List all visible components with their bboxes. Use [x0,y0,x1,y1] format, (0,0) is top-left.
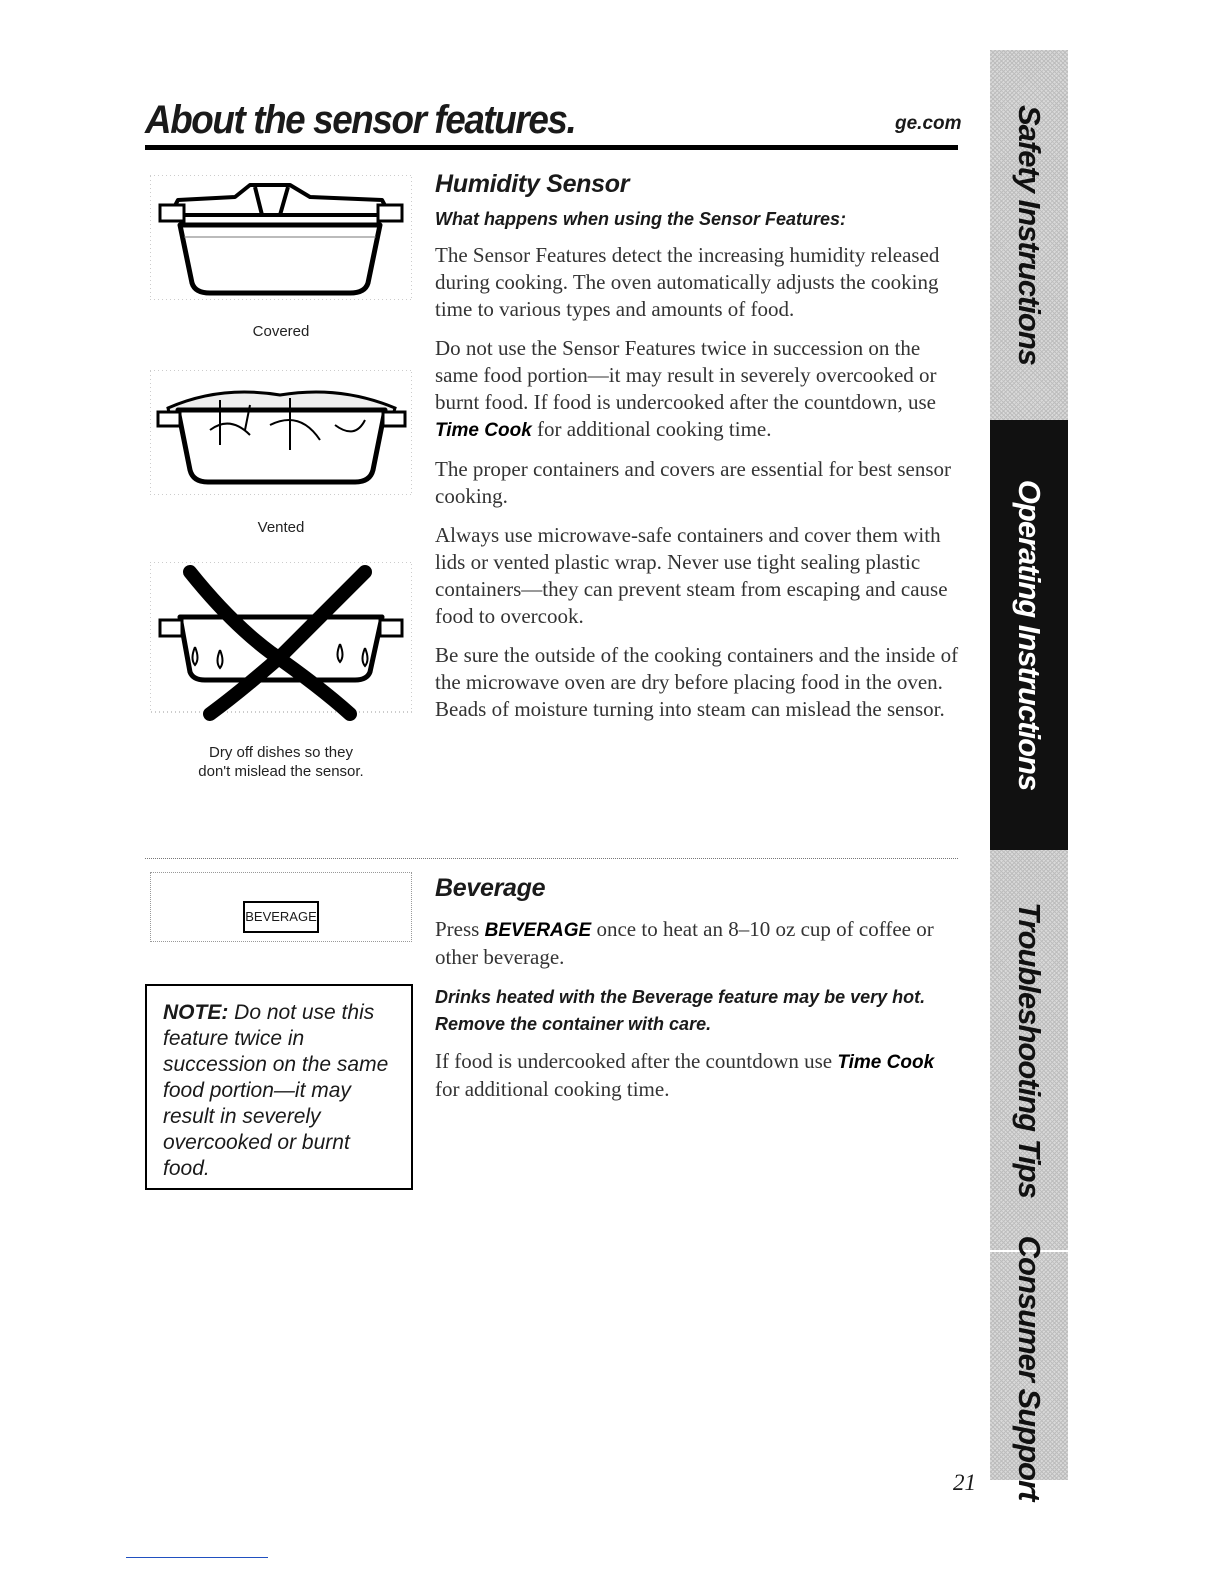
vented-dish-illustration [150,370,412,495]
beverage-warning: Drinks heated with the Beverage feature may be very hot. Remove the container with care. [435,987,926,1034]
humidity-p2-after: for additional cooking time. [531,417,772,441]
covered-caption: Covered [252,323,310,340]
beverage-p2 [435,1048,960,1103]
tab-safety-label: Safety Instructions [1012,104,1047,366]
humidity-p2-before: Do not use the Sensor Features twice in succession on the same food portion—it may result in severely overcooked or burnt food. If food is undercooked after the countdown, use [435,336,937,414]
beverage-body [435,916,960,983]
title-rule [145,145,958,150]
humidity-body [435,242,960,735]
note-label: NOTE: [163,1001,229,1024]
wet-dish-crossed-illustration [150,562,412,722]
beverage-p1-after: once to heat an 8–10 oz cup of coffee or other beverage. [435,917,934,969]
time-cook-label: Time Cook [435,420,532,441]
page-number: 21 [953,1470,976,1495]
note-box [145,984,413,1190]
footer-line [126,1557,268,1558]
site-link[interactable]: ge.com [895,113,962,134]
dry-caption [150,743,412,781]
humidity-subheading: What happens when using the Sensor Features: [435,209,847,229]
beverage-key-label: BEVERAGE [484,920,592,941]
beverage-body-2 [435,1048,960,1115]
humidity-p1: The Sensor Features detect the increasing humidity released during cooking. The oven automatically adjusts the cooking time to various types and amounts of food. [435,243,940,321]
tab-safety-instructions[interactable] [990,50,1068,420]
beverage-p1-before: Press [435,917,485,941]
humidity-p2 [435,335,960,444]
covered-dish-illustration [150,175,412,300]
humidity-heading: Humidity Sensor [435,170,630,198]
beverage-heading: Beverage [435,874,546,902]
page-title: About the sensor features. [145,98,576,142]
beverage-p2-before: If food is undercooked after the countdown use [435,1049,838,1073]
tab-troubleshooting-label: Troubleshooting Tips [1012,902,1047,1198]
section-tabs [990,50,1068,1500]
tab-troubleshooting-tips[interactable] [990,850,1068,1250]
humidity-p5: Be sure the outside of the cooking containers and the inside of the microwave oven are dry before placing food in the oven. Beads of moisture turning into steam can mislead the sensor. [435,643,959,721]
time-cook-label-2: Time Cook [837,1052,935,1073]
tab-consumer-support[interactable] [990,1235,1068,1500]
tab-operating-instructions[interactable] [990,420,1068,850]
humidity-p4: Always use microwave-safe containers and cover them with lids or vented plastic wrap. Never use tight sealing plastic containers—they can prevent steam from escaping and cause food to overcook. [435,523,948,628]
beverage-button[interactable]: BEVERAGE [243,901,319,933]
tab-consumer-label: Consumer Support [1012,1235,1047,1500]
note-text: Do not use this feature twice in succession on the same food portion—it may result in severely overcooked or burnt food. [163,1001,389,1180]
vented-caption: Vented [257,519,305,536]
tab-operating-label: Operating Instructions [1012,479,1047,791]
section-divider [145,858,958,859]
beverage-button-illustration [150,872,412,942]
dry-caption-line-1: Dry off dishes so they [209,744,353,761]
beverage-p2-after: for additional cooking time. [435,1077,670,1101]
humidity-p3: The proper containers and covers are essential for best sensor cooking. [435,457,952,508]
beverage-p1 [435,916,960,971]
dry-caption-line-2: don't mislead the sensor. [198,763,364,780]
